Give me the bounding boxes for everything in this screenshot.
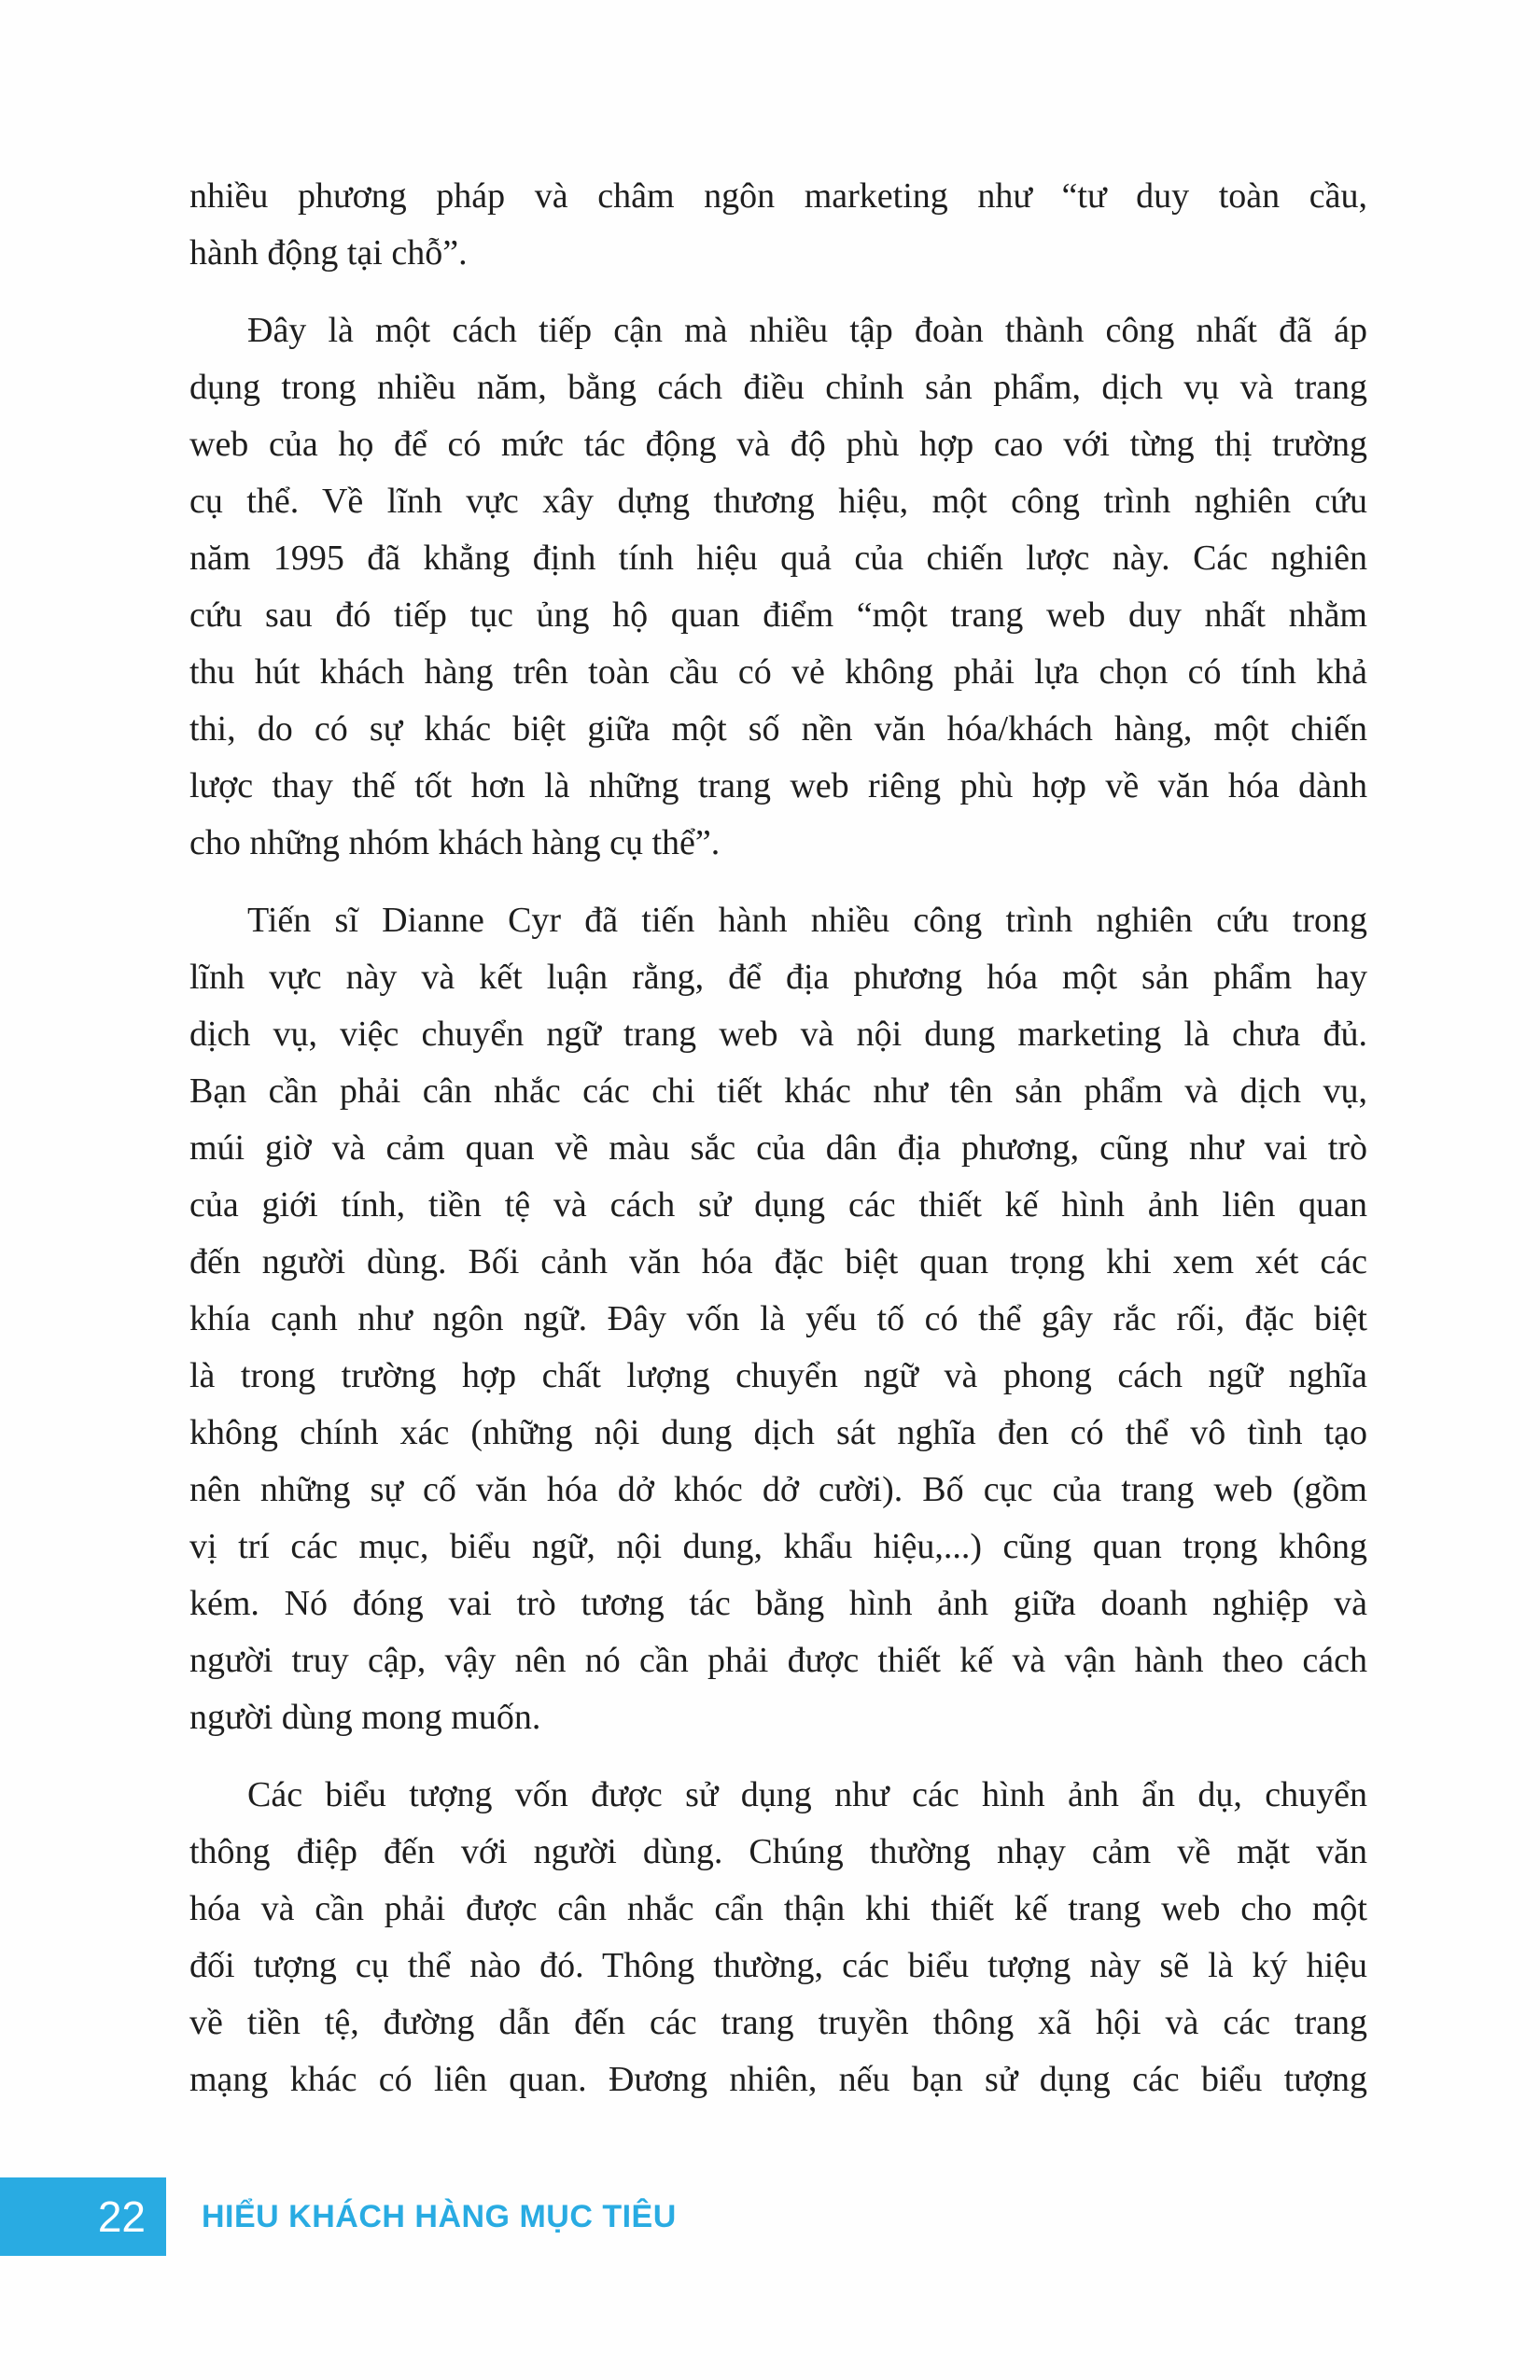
text-line: người dùng mong muốn. — [189, 1698, 541, 1737]
text-line: cho những nhóm khách hàng cụ thể”. — [189, 823, 721, 862]
text-line: Đây là một cách tiếp cận mà nhiều tập đoàn thành công nhất đã áp — [247, 311, 1367, 350]
text-line: đến người dùng. Bối cảnh văn hóa đặc biệt quan trọng khi xem xét các — [189, 1242, 1367, 1281]
text-line: thông điệp đến với người dùng. Chúng thường nhạy cảm về mặt văn — [189, 1832, 1367, 1871]
text-line: hóa và cần phải được cân nhắc cẩn thận khi thiết kế trang web cho một — [189, 1889, 1367, 1928]
text-line: vị trí các mục, biểu ngữ, nội dung, khẩu hiệu,...) cũng quan trọng không — [189, 1527, 1367, 1566]
page-body — [189, 168, 1367, 2108]
text-line: khía cạnh như ngôn ngữ. Đây vốn là yếu tố có thể gây rắc rối, đặc biệt — [189, 1299, 1367, 1338]
text-line: dịch vụ, việc chuyển ngữ trang web và nội dung marketing là chưa đủ. — [189, 1015, 1367, 1054]
text-line: thi, do có sự khác biệt giữa một số nền văn hóa/khách hàng, một chiến — [189, 709, 1367, 749]
body-paragraph — [189, 892, 1367, 1746]
text-line: đối tượng cụ thể nào đó. Thông thường, các biểu tượng này sẽ là ký hiệu — [189, 1946, 1367, 1985]
body-paragraph — [189, 1767, 1367, 2108]
body-paragraph — [189, 168, 1367, 282]
text-line: cứu sau đó tiếp tục ủng hộ quan điểm “một trang web duy nhất nhằm — [189, 595, 1367, 635]
text-line: hành động tại chỗ”. — [189, 233, 468, 273]
text-line: nên những sự cố văn hóa dở khóc dở cười). Bố cục của trang web (gồm — [189, 1470, 1367, 1509]
text-line: thu hút khách hàng trên toàn cầu có vẻ không phải lựa chọn có tính khả — [189, 652, 1367, 692]
page-number: 22 — [97, 2192, 146, 2241]
text-line: về tiền tệ, đường dẫn đến các trang truyền thông xã hội và các trang — [189, 2003, 1367, 2042]
page-number-box — [0, 2177, 166, 2256]
text-line: kém. Nó đóng vai trò tương tác bằng hình ảnh giữa doanh nghiệp và — [189, 1584, 1367, 1623]
text-line: của giới tính, tiền tệ và cách sử dụng các thiết kế hình ảnh liên quan — [189, 1185, 1367, 1225]
text-line: năm 1995 đã khẳng định tính hiệu quả của chiến lược này. Các nghiên — [189, 539, 1367, 578]
text-line: web của họ để có mức tác động và độ phù hợp cao với từng thị trường — [189, 425, 1367, 464]
text-line: múi giờ và cảm quan về màu sắc của dân địa phương, cũng như vai trò — [189, 1128, 1367, 1168]
text-line: người truy cập, vậy nên nó cần phải được thiết kế và vận hành theo cách — [189, 1641, 1367, 1680]
text-line: Bạn cần phải cân nhắc các chi tiết khác như tên sản phẩm và dịch vụ, — [189, 1071, 1367, 1111]
text-line: lĩnh vực này và kết luận rằng, để địa phương hóa một sản phẩm hay — [189, 958, 1367, 997]
text-line: mạng khác có liên quan. Đương nhiên, nếu bạn sử dụng các biểu tượng — [189, 2060, 1367, 2099]
body-paragraph — [189, 302, 1367, 872]
text-line: lược thay thế tốt hơn là những trang web riêng phù hợp về văn hóa dành — [189, 766, 1367, 805]
text-line: Tiến sĩ Dianne Cyr đã tiến hành nhiều công trình nghiên cứu trong — [247, 901, 1367, 940]
text-line: cụ thể. Về lĩnh vực xây dựng thương hiệu, một công trình nghiên cứu — [189, 482, 1367, 521]
text-line: là trong trường hợp chất lượng chuyển ngữ và phong cách ngữ nghĩa — [189, 1356, 1367, 1395]
text-line: không chính xác (những nội dung dịch sát nghĩa đen có thể vô tình tạo — [189, 1413, 1367, 1452]
text-line: Các biểu tượng vốn được sử dụng như các hình ảnh ẩn dụ, chuyển — [247, 1775, 1367, 1814]
running-title: HIỂU KHÁCH HÀNG MỤC TIÊU — [202, 2199, 677, 2234]
text-line: nhiều phương pháp và châm ngôn marketing như “tư duy toàn cầu, — [189, 176, 1367, 216]
text-line: dụng trong nhiều năm, bằng cách điều chỉnh sản phẩm, dịch vụ và trang — [189, 368, 1367, 407]
